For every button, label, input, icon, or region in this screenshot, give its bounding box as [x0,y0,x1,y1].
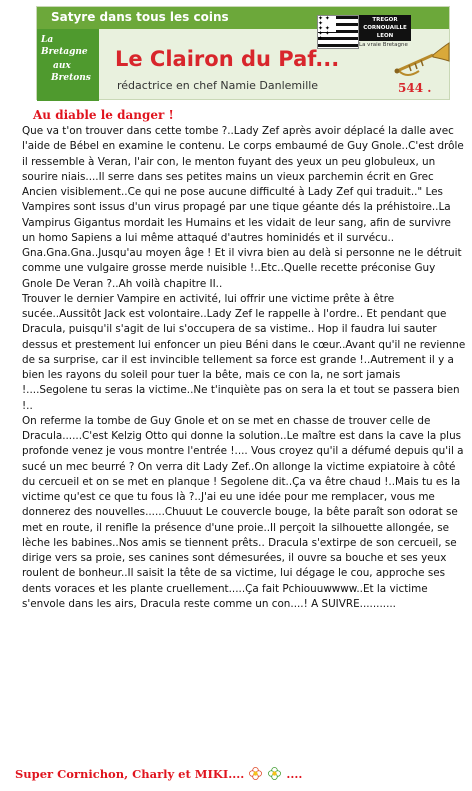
masthead-banner [36,6,450,100]
editor-line: rédactrice en chef Namie Danlemille [117,79,319,92]
badge-line: La [41,35,54,45]
signature-text: Super Cornichon, Charly et MIKI.... [15,767,245,781]
bretagne-badge [37,29,99,101]
signature-end: .... [286,767,303,781]
article-paragraph: On referme la tombe de Guy Gnole et on se met en chasse de trouver celle de Dracula......C'est Kelzig Otto qui donne la solution..Le maître est dans la cave la plus profonde venez je vous montre l'entrée !.... Vous croyez qu'il a défumé depuis qu'il a sucé un mec beurré ? On verra dit Lady Zef..On allonge la victime expiatoire à côté du cercueil et on se met en planque ! Segolene dit..Ça va être chaud !..Mais tu es la victime qu'est ce que tu fous là ?..J'ai eu une idée pour me remplacer, vous me donnerez des nouvelles......Chuuut Le couvercle bouge, la bête paraît son odorat se met en route, il renifle la présence d'une proie..Il perçoit la silhouette allongée, se lèche les babines..Nos amis se tiennent prêts.. Dracula s'extirpe de son cercueil, se dirige vers sa proie, ses canines sont démesurées, il ouvre sa bouche et ses yeux roulent de bonheur..Il saisit la tête de sa victime, lui dégage le cou, approche ses dents voraces et les plante cruellement.....Ça fait Pchiouuwwww..Et la victime s'envole dans les airs, Dracula reste comme un con....! A SUIVRE........... [22,414,464,610]
flag-caption: La vraie Bretagne [359,42,408,48]
badge-line: aux [53,61,71,71]
flower-icon [268,767,281,780]
newspaper-title: Le Clairon du Paf... [115,47,340,71]
ermine-canton-icon: ✦ ✦ ✦ ✦ ✦ ✦ ✦ ✦ [318,16,336,32]
article-heading: Au diable le danger ! [33,108,174,122]
tagline: Satyre dans tous les coins [51,10,229,24]
breton-flag-icon [317,15,359,49]
region-tag: TREGOR [372,17,398,23]
article-paragraph: Trouver le dernier Vampire en activité, lui offrir une victime prête à être sucée..Aussitôt Jack est volontaire..Lady Zef le rappelle à l'ordre.. Et pendant que Dracula, puisqu'il s'agit de lui s'occupera de sa vistime.. Hop il faudra lui sauter dessus et prestement lui enfoncer un pieu Béni dans le cœur..Avant qu'il ne revienne de sa surprise, car il est invincible tellement sa force est grande !..Autrement il y a bien les rayons du soleil pour tuer la bête, mais ce con la, ne sort jamais !....Segolene tu seras la victime..Ne t'inquiète pas on sera la et tout se passera bien !.. [22,292,466,412]
region-tag: CORNOUAILLE [363,25,407,31]
article-paragraph: Que va t'on trouver dans cette tombe ?..Lady Zef après avoir déplacé la dalle avec l'aide de Bébel en examine le contenu. Le corps embaumé de Guy Gnole..C'est drôle il ressemble à Veran, l'air con, le menton fuyant des yeux un peu globuleux, un sourire niais....Il serre dans ses petites mains un vieux parchemin écrit en Grec Ancien visiblement..Ce qui ne pose aucune difficulté à Lady Zef qui traduit.." Les Vampires sont issus d'un virus propagé par une tique géante dés la préhistoire..La Vampirus Gigantus mordait les Humains et les vidait de leur sang, afin de survivre un homo Sapiens a lui même attaqué d'autres hominidés et il survécu.. Gna.Gna.Gna..Jusqu'au moyen âge ! Et il vivra bien au delà si personne ne le détruit comme une vulgaire grosse merde nuisible !..Etc..Quelle recette préconise Guy Gnole De Veran ?..Ah voilà chapitre II.. [22,125,464,290]
flower-icon [249,767,262,780]
badge-line: Bretagne [41,47,88,57]
bugle-icon [393,41,451,81]
article-signature [15,767,302,781]
issue-number: 544 . [398,81,432,95]
badge-line: Bretons [51,73,91,83]
region-tags [359,15,411,41]
region-tag: LEON [376,33,394,39]
article-body [22,124,467,612]
